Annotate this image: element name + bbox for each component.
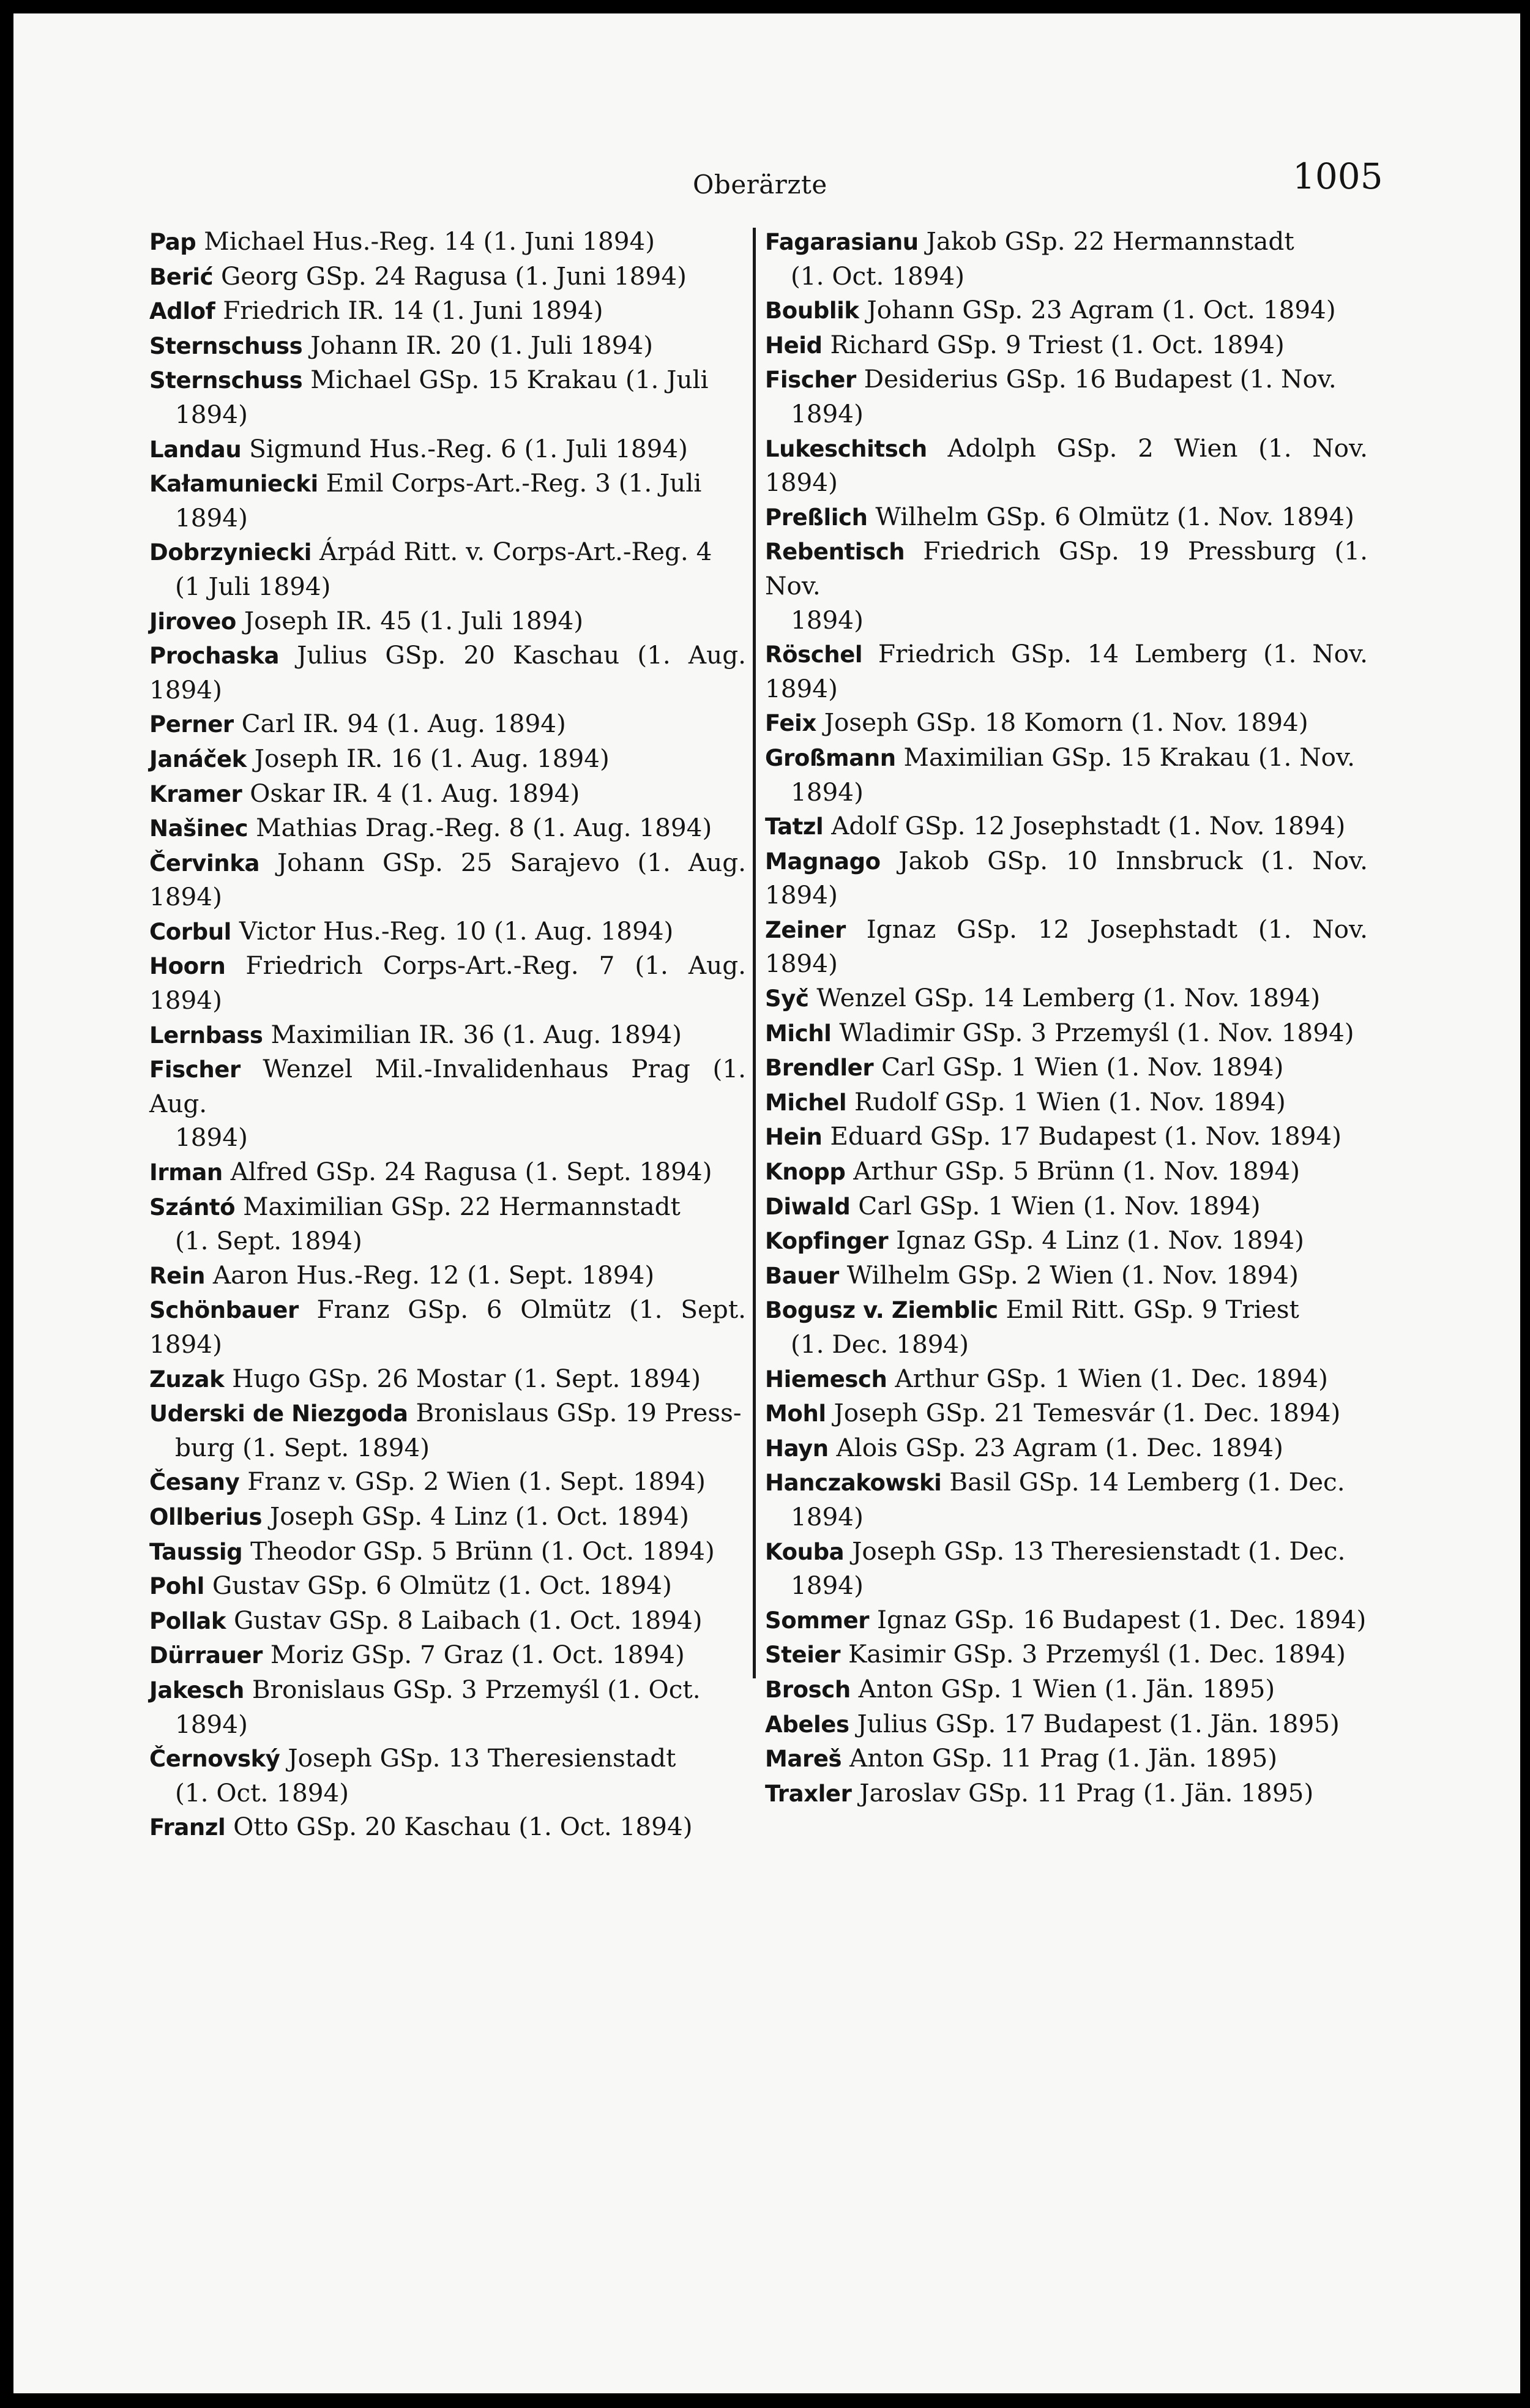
entry-surname: Pap xyxy=(149,229,196,255)
entry-details: Anton GSp. 11 Prag (1. Jän. 1895) xyxy=(849,1743,1278,1773)
entry-surname: Jakesch xyxy=(149,1677,244,1703)
left-column xyxy=(149,225,746,1845)
page-number: 1005 xyxy=(1293,155,1383,197)
entry-surname: Taussig xyxy=(149,1538,243,1565)
list-item xyxy=(765,225,1368,293)
entry-details: Richard GSp. 9 Triest (1. Oct. 1894) xyxy=(830,329,1285,359)
list-item xyxy=(149,707,746,742)
entry-surname: Fischer xyxy=(765,367,856,394)
list-item xyxy=(765,741,1368,809)
entry-details: Carl GSp. 1 Wien (1. Nov. 1894) xyxy=(881,1052,1284,1082)
entry-surname: Sommer xyxy=(765,1607,870,1634)
book-page xyxy=(13,13,1520,2393)
list-item xyxy=(765,1085,1368,1120)
entry-details: Julius GSp. 17 Budapest (1. Jän. 1895) xyxy=(857,1708,1340,1738)
entry-surname: Bauer xyxy=(765,1262,839,1289)
entry-details: Johann GSp. 25 Sarajevo (1. Aug. 1894) xyxy=(149,847,747,912)
list-item xyxy=(149,1362,746,1397)
entry-surname: Prochaska xyxy=(149,643,280,670)
entry-surname: Dobrzyniecki xyxy=(149,539,312,566)
list-item xyxy=(765,1293,1368,1361)
entry-surname: Rebentisch xyxy=(765,539,905,566)
entry-details: Friedrich IR. 14 (1. Juni 1894) xyxy=(223,296,603,326)
entry-details: Otto GSp. 20 Kaschau (1. Oct. 1894) xyxy=(233,1812,693,1842)
list-item xyxy=(765,809,1368,844)
list-item xyxy=(765,1224,1368,1258)
entry-details: Wilhelm GSp. 6 Olmütz (1. Nov. 1894) xyxy=(875,501,1354,531)
entry-surname: Feix xyxy=(765,710,816,737)
entry-continuation: 1894) xyxy=(791,605,864,635)
entry-details: Emil Corps-Art.-Reg. 3 (1. Juli xyxy=(326,468,702,498)
entry-surname: Corbul xyxy=(149,918,231,945)
list-item xyxy=(149,914,746,949)
entry-details: Joseph IR. 16 (1. Aug. 1894) xyxy=(254,743,610,773)
entry-surname: Jiroveo xyxy=(149,608,236,635)
entry-continuation: 1894) xyxy=(791,777,864,807)
list-item xyxy=(765,1431,1368,1466)
list-item xyxy=(149,225,746,260)
list-item xyxy=(149,1500,746,1535)
entry-details: Aaron Hus.-Reg. 12 (1. Sept. 1894) xyxy=(212,1260,655,1290)
list-item xyxy=(765,1258,1368,1293)
list-item xyxy=(149,1293,746,1361)
entry-surname: Sternschuss xyxy=(149,332,303,359)
list-item xyxy=(149,329,746,364)
entry-surname: Lukeschitsch xyxy=(765,435,927,462)
entry-surname: Černovský xyxy=(149,1746,280,1773)
entry-surname: Magnago xyxy=(765,848,881,875)
entry-surname: Franzl xyxy=(149,1814,226,1841)
entry-details: Oskar IR. 4 (1. Aug. 1894) xyxy=(250,778,580,808)
entry-details: Desiderius GSp. 16 Budapest (1. Nov. xyxy=(864,364,1337,394)
list-item xyxy=(149,294,746,329)
list-item xyxy=(765,1362,1368,1397)
entry-details: Johann GSp. 23 Agram (1. Oct. 1894) xyxy=(867,295,1336,325)
list-item xyxy=(765,1535,1368,1603)
entry-continuation: 1894) xyxy=(175,399,248,429)
entry-surname: Uderski de Niezgoda xyxy=(149,1400,408,1427)
list-item xyxy=(765,1465,1368,1534)
entry-surname: Česany xyxy=(149,1469,240,1496)
entry-surname: Adlof xyxy=(149,298,215,325)
list-item xyxy=(765,432,1368,500)
entry-details: Joseph GSp. 18 Komorn (1. Nov. 1894) xyxy=(824,708,1308,738)
list-item xyxy=(149,1638,746,1673)
entry-details: Kasimir GSp. 3 Przemyśl (1. Dec. 1894) xyxy=(848,1639,1346,1669)
entry-surname: Hoorn xyxy=(149,953,226,980)
entry-details: Hugo GSp. 26 Mostar (1. Sept. 1894) xyxy=(232,1363,701,1393)
list-item xyxy=(149,466,746,535)
entry-continuation: 1894) xyxy=(175,1123,248,1153)
list-item xyxy=(149,1396,746,1465)
entry-surname: Bogusz v. Ziemblic xyxy=(765,1297,998,1324)
entry-details: Emil Ritt. GSp. 9 Triest xyxy=(1006,1295,1299,1325)
list-item xyxy=(765,1741,1368,1776)
entry-details: Franz v. GSp. 2 Wien (1. Sept. 1894) xyxy=(247,1467,706,1497)
entry-surname: Abeles xyxy=(765,1711,849,1738)
entry-surname: Tatzl xyxy=(765,813,824,840)
entry-surname: Knopp xyxy=(765,1159,846,1186)
entry-details: Maximilian GSp. 15 Krakau (1. Nov. xyxy=(903,742,1355,772)
entry-details: Mathias Drag.-Reg. 8 (1. Aug. 1894) xyxy=(256,813,712,843)
entry-details: Franz GSp. 6 Olmütz (1. Sept. 1894) xyxy=(149,1295,747,1359)
entry-continuation: 1894) xyxy=(791,1501,864,1531)
list-item xyxy=(149,1018,746,1053)
entry-details: Bronislaus GSp. 3 Przemyśl (1. Oct. xyxy=(252,1674,701,1704)
entry-details: Anton GSp. 1 Wien (1. Jän. 1895) xyxy=(858,1673,1275,1703)
list-item xyxy=(765,913,1368,981)
list-item xyxy=(149,363,746,432)
entry-details: Basil GSp. 14 Lemberg (1. Dec. xyxy=(949,1467,1345,1497)
entry-surname: Traxler xyxy=(765,1780,852,1807)
list-item xyxy=(765,637,1368,706)
entry-surname: Irman xyxy=(149,1159,223,1186)
entry-surname: Mareš xyxy=(765,1746,842,1773)
list-item xyxy=(149,1258,746,1293)
entry-details: Friedrich Corps-Art.-Reg. 7 (1. Aug. 1894) xyxy=(149,951,746,1015)
entry-surname: Pollak xyxy=(149,1607,226,1634)
entry-continuation: (1 Juli 1894) xyxy=(175,571,331,601)
entry-details: Ignaz GSp. 4 Linz (1. Nov. 1894) xyxy=(896,1225,1304,1255)
entry-details: Victor Hus.-Reg. 10 (1. Aug. 1894) xyxy=(239,916,674,946)
entry-details: Joseph GSp. 13 Theresienstadt xyxy=(288,1743,676,1773)
list-item xyxy=(765,1016,1368,1051)
entry-surname: Boublik xyxy=(765,297,859,324)
entry-details: Alois GSp. 23 Agram (1. Dec. 1894) xyxy=(836,1432,1283,1462)
entry-surname: Sternschuss xyxy=(149,367,303,394)
entry-surname: Zeiner xyxy=(765,916,846,943)
entry-surname: Großmann xyxy=(765,744,896,771)
list-item xyxy=(765,1154,1368,1189)
entry-surname: Perner xyxy=(149,711,234,738)
list-item xyxy=(765,1189,1368,1224)
entry-details: Jakob GSp. 22 Hermannstadt xyxy=(926,226,1294,256)
entry-surname: Kopfinger xyxy=(765,1228,889,1255)
entry-surname: Hein xyxy=(765,1124,823,1151)
entry-details: Sigmund Hus.-Reg. 6 (1. Juli 1894) xyxy=(249,433,688,463)
list-item xyxy=(765,534,1368,637)
list-item xyxy=(149,604,746,639)
entry-details: Michael GSp. 15 Krakau (1. Juli xyxy=(310,365,709,395)
entry-details: Joseph IR. 45 (1. Juli 1894) xyxy=(244,605,584,635)
entry-surname: Steier xyxy=(765,1642,841,1669)
entry-surname: Preßlich xyxy=(765,504,868,531)
entry-surname: Zuzak xyxy=(149,1366,225,1393)
entry-surname: Kałamuniecki xyxy=(149,471,318,498)
entry-surname: Michl xyxy=(765,1020,832,1047)
entry-surname: Kramer xyxy=(149,780,242,807)
list-item xyxy=(149,777,746,812)
entry-details: Adolf GSp. 12 Josephstadt (1. Nov. 1894) xyxy=(831,811,1346,841)
entry-continuation: 1894) xyxy=(175,503,248,533)
entry-details: Maximilian IR. 36 (1. Aug. 1894) xyxy=(271,1019,682,1049)
list-item xyxy=(149,1741,746,1810)
entry-surname: Dürrauer xyxy=(149,1642,263,1669)
list-item xyxy=(149,638,746,707)
list-item xyxy=(765,500,1368,535)
entry-details: Joseph GSp. 13 Theresienstadt (1. Dec. xyxy=(852,1536,1346,1566)
entry-details: Arthur GSp. 5 Brünn (1. Nov. 1894) xyxy=(853,1156,1300,1186)
entry-details: Friedrich GSp. 14 Lemberg (1. Nov. 1894) xyxy=(765,639,1368,703)
entry-details: Julius GSp. 20 Kaschau (1. Aug. 1894) xyxy=(149,640,747,705)
list-item xyxy=(149,811,746,846)
entry-continuation: (1. Sept. 1894) xyxy=(175,1226,362,1256)
list-item xyxy=(149,1810,746,1845)
entry-surname: Ollberius xyxy=(149,1503,263,1530)
list-item xyxy=(765,1050,1368,1085)
entry-surname: Rein xyxy=(149,1262,206,1289)
entry-details: Theodor GSp. 5 Brünn (1. Oct. 1894) xyxy=(250,1536,715,1566)
entry-surname: Mohl xyxy=(765,1400,826,1427)
entry-surname: Červinka xyxy=(149,850,260,877)
entry-details: Jakob GSp. 10 Innsbruck (1. Nov. 1894) xyxy=(765,845,1368,910)
entry-continuation: (1. Oct. 1894) xyxy=(175,1778,349,1808)
list-item xyxy=(765,1672,1368,1707)
list-item xyxy=(765,362,1368,431)
list-item xyxy=(149,1155,746,1190)
entry-surname: Lernbass xyxy=(149,1022,263,1049)
entry-details: Ignaz GSp. 12 Josephstadt (1. Nov. 1894) xyxy=(765,914,1368,979)
entry-details: Georg GSp. 24 Ragusa (1. Juni 1894) xyxy=(221,261,687,291)
entry-details: Bronislaus GSp. 19 Press- xyxy=(416,1398,742,1428)
list-item xyxy=(149,1604,746,1639)
list-item xyxy=(149,1673,746,1741)
list-item xyxy=(765,328,1368,363)
list-item xyxy=(765,1396,1368,1431)
entry-details: Carl IR. 94 (1. Aug. 1894) xyxy=(241,709,566,739)
list-item xyxy=(765,981,1368,1016)
entry-surname: Pohl xyxy=(149,1573,204,1600)
entry-details: Jaroslav GSp. 11 Prag (1. Jän. 1895) xyxy=(859,1778,1314,1808)
list-item xyxy=(149,1569,746,1604)
entry-details: Maximilian GSp. 22 Hermannstadt xyxy=(243,1191,681,1221)
entry-surname: Landau xyxy=(149,436,242,463)
entry-continuation: burg (1. Sept. 1894) xyxy=(175,1432,430,1462)
list-item xyxy=(765,1120,1368,1154)
entry-details: Joseph GSp. 4 Linz (1. Oct. 1894) xyxy=(269,1501,689,1531)
entry-continuation: (1. Oct. 1894) xyxy=(791,261,965,291)
list-item xyxy=(149,1052,746,1155)
entry-details: Wilhelm GSp. 2 Wien (1. Nov. 1894) xyxy=(846,1260,1299,1290)
entry-surname: Hanczakowski xyxy=(765,1470,942,1497)
entry-surname: Schönbauer xyxy=(149,1297,299,1324)
entry-details: Wenzel Mil.-Invalidenhaus Prag (1. Aug. xyxy=(149,1054,746,1118)
list-item xyxy=(765,1637,1368,1672)
entry-surname: Heid xyxy=(765,332,823,359)
entry-surname: Michel xyxy=(765,1089,847,1116)
list-item xyxy=(149,535,746,604)
entry-details: Adolph GSp. 2 Wien (1. Nov. 1894) xyxy=(765,433,1368,498)
list-item xyxy=(765,1776,1368,1811)
column-divider xyxy=(753,228,756,1678)
entry-details: Rudolf GSp. 1 Wien (1. Nov. 1894) xyxy=(854,1086,1286,1116)
list-item xyxy=(149,1465,746,1500)
list-item xyxy=(149,260,746,294)
entry-details: Gustav GSp. 6 Olmütz (1. Oct. 1894) xyxy=(212,1571,672,1601)
entry-surname: Fischer xyxy=(149,1056,241,1083)
list-item xyxy=(149,742,746,777)
page-title: Oberärzte xyxy=(693,170,827,200)
right-column xyxy=(765,225,1368,1811)
entry-details: Alfred GSp. 24 Ragusa (1. Sept. 1894) xyxy=(230,1157,712,1187)
entry-details: Michael Hus.-Reg. 14 (1. Juni 1894) xyxy=(204,226,655,256)
entry-surname: Brosch xyxy=(765,1676,851,1703)
list-item xyxy=(149,1535,746,1569)
entry-surname: Berić xyxy=(149,263,214,290)
entry-surname: Röschel xyxy=(765,641,863,668)
list-item xyxy=(149,846,746,914)
list-item xyxy=(765,293,1368,328)
list-item xyxy=(149,432,746,467)
entry-surname: Diwald xyxy=(765,1193,851,1220)
entry-surname: Syč xyxy=(765,985,809,1012)
entry-details: Ignaz GSp. 16 Budapest (1. Dec. 1894) xyxy=(877,1604,1367,1634)
entry-details: Johann IR. 20 (1. Juli 1894) xyxy=(310,330,654,360)
entry-surname: Janáček xyxy=(149,746,247,772)
entry-details: Wladimir GSp. 3 Przemyśl (1. Nov. 1894) xyxy=(839,1017,1354,1047)
entry-surname: Hiemesch xyxy=(765,1366,887,1393)
entry-continuation: 1894) xyxy=(791,398,864,428)
entry-details: Moriz GSp. 7 Graz (1. Oct. 1894) xyxy=(270,1640,685,1670)
list-item xyxy=(765,1603,1368,1638)
list-item xyxy=(765,706,1368,741)
entry-surname: Kouba xyxy=(765,1538,845,1565)
entry-surname: Brendler xyxy=(765,1055,874,1082)
entry-continuation: (1. Dec. 1894) xyxy=(791,1329,969,1359)
entry-surname: Fagarasianu xyxy=(765,229,919,255)
entry-surname: Szántó xyxy=(149,1194,236,1221)
entry-surname: Hayn xyxy=(765,1435,829,1462)
entry-details: Carl GSp. 1 Wien (1. Nov. 1894) xyxy=(858,1191,1261,1221)
list-item xyxy=(765,1707,1368,1742)
entry-details: Árpád Ritt. v. Corps-Art.-Reg. 4 xyxy=(319,537,712,567)
entry-continuation: 1894) xyxy=(175,1709,248,1739)
entry-details: Arthur GSp. 1 Wien (1. Dec. 1894) xyxy=(895,1363,1328,1393)
entry-surname: Našinec xyxy=(149,815,248,842)
list-item xyxy=(149,1190,746,1258)
entry-continuation: 1894) xyxy=(791,1571,864,1601)
entry-details: Friedrich GSp. 19 Pressburg (1. Nov. xyxy=(765,536,1368,600)
entry-details: Joseph GSp. 21 Temesvár (1. Dec. 1894) xyxy=(834,1398,1341,1428)
entry-details: Eduard GSp. 17 Budapest (1. Nov. 1894) xyxy=(830,1121,1342,1151)
list-item xyxy=(765,844,1368,913)
entry-details: Gustav GSp. 8 Laibach (1. Oct. 1894) xyxy=(233,1605,703,1635)
list-item xyxy=(149,949,746,1017)
entry-details: Wenzel GSp. 14 Lemberg (1. Nov. 1894) xyxy=(816,983,1321,1013)
